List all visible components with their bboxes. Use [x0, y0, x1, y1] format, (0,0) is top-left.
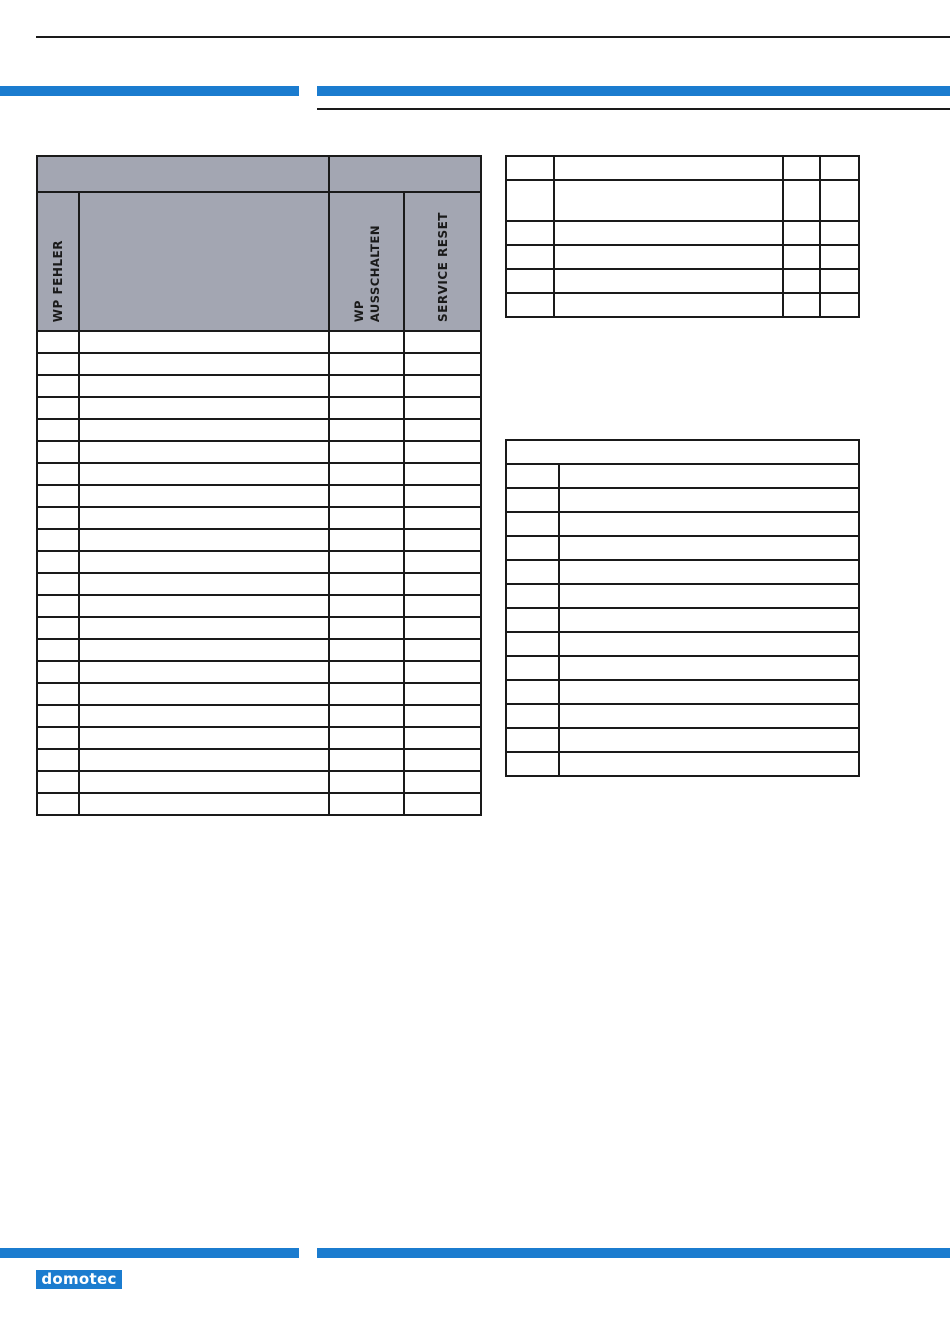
table-row: [506, 156, 859, 180]
table-cell: [404, 617, 481, 639]
table-cell: [37, 441, 79, 463]
table-cell: [404, 551, 481, 573]
table-cell: [79, 793, 329, 815]
table-cell: [79, 397, 329, 419]
table-row: [506, 245, 859, 269]
table-cell: [329, 793, 404, 815]
table-cell: [37, 705, 79, 727]
table-cell: [559, 512, 859, 536]
table-cell: [79, 639, 329, 661]
header-subrule: [317, 108, 950, 110]
table-cell: [329, 441, 404, 463]
table-cell: [404, 683, 481, 705]
table-cell: [404, 595, 481, 617]
table-cell: [329, 551, 404, 573]
table-cell: [79, 727, 329, 749]
table-cell: [404, 529, 481, 551]
table-cell: [329, 727, 404, 749]
table-row: [37, 683, 481, 705]
table-row: [37, 551, 481, 573]
header-bar-left: [0, 86, 299, 96]
table-row: [506, 728, 859, 752]
table-cell: [404, 727, 481, 749]
table-cell: [404, 705, 481, 727]
table-cell: [506, 269, 554, 293]
table-cell: [329, 595, 404, 617]
col-header-wp-ausschalten: WP AUSSCHALTEN: [329, 192, 404, 331]
table-cell: [554, 245, 783, 269]
table-cell: [820, 156, 859, 180]
table-row: [37, 771, 481, 793]
main-header-group-right: [329, 156, 481, 192]
table-row: [506, 221, 859, 245]
table-cell: [404, 661, 481, 683]
table-cell: [506, 704, 559, 728]
table-row: [37, 441, 481, 463]
table-row: [506, 464, 859, 488]
table-cell: [506, 488, 559, 512]
table-cell: [559, 560, 859, 584]
table-cell: [506, 752, 559, 776]
table-cell: [404, 397, 481, 419]
table-cell: [820, 245, 859, 269]
col-header-service-reset: SERVICE RESET: [404, 192, 481, 331]
table-cell: [329, 617, 404, 639]
table-cell: [37, 353, 79, 375]
table-cell: [404, 331, 481, 353]
table-cell: [506, 536, 559, 560]
table-cell: [506, 180, 554, 221]
table-cell: [506, 156, 554, 180]
table-cell: [559, 488, 859, 512]
table-cell: [37, 683, 79, 705]
table-cell: [329, 353, 404, 375]
table-cell: [404, 573, 481, 595]
table-cell: [404, 353, 481, 375]
table-cell: [783, 180, 820, 221]
table-cell: [37, 749, 79, 771]
table-cell: [559, 656, 859, 680]
table-cell: [506, 560, 559, 584]
table-cell: [329, 375, 404, 397]
table-cell: [329, 507, 404, 529]
table-cell: [329, 639, 404, 661]
table-row: [37, 661, 481, 683]
footer-bar-left: [0, 1248, 299, 1258]
table-cell: [404, 463, 481, 485]
table-cell: [37, 617, 79, 639]
table-cell: [37, 771, 79, 793]
table-row: [37, 639, 481, 661]
table-row: [37, 419, 481, 441]
table-row: [37, 397, 481, 419]
table-row: [37, 463, 481, 485]
table-cell: [559, 584, 859, 608]
table-cell: [554, 221, 783, 245]
col-header-wp-fehler: WP FEHLER: [37, 192, 79, 331]
table-cell: [79, 705, 329, 727]
table-cell: [79, 353, 329, 375]
main-error-table: [36, 155, 482, 816]
table-cell: [329, 573, 404, 595]
table-cell: [79, 463, 329, 485]
table-cell: [506, 245, 554, 269]
table-cell: [404, 375, 481, 397]
table-cell: [37, 595, 79, 617]
table-row: [37, 529, 481, 551]
table-cell: [554, 293, 783, 317]
table-cell: [37, 551, 79, 573]
table-cell: [783, 269, 820, 293]
table-cell: [79, 595, 329, 617]
table-row: [506, 704, 859, 728]
table-cell: [37, 463, 79, 485]
col-header-description: [79, 192, 329, 331]
table-cell: [329, 397, 404, 419]
table-cell: [506, 656, 559, 680]
table-cell: [820, 293, 859, 317]
main-header-group-left: [37, 156, 329, 192]
table-row: [37, 331, 481, 353]
table-cell: [329, 331, 404, 353]
table-cell: [404, 771, 481, 793]
table-cell: [506, 584, 559, 608]
table-cell: [329, 485, 404, 507]
right-top-table: [505, 155, 860, 318]
table-cell: [404, 507, 481, 529]
table-cell: [329, 749, 404, 771]
right-bottom-table: [505, 439, 860, 777]
table-row: [37, 617, 481, 639]
table-cell: [506, 632, 559, 656]
table-cell: [559, 536, 859, 560]
table-cell: [79, 375, 329, 397]
table-row: [37, 705, 481, 727]
table-cell: [79, 441, 329, 463]
table-cell: [559, 728, 859, 752]
right-bottom-header: [506, 440, 859, 464]
table-row: [506, 752, 859, 776]
table-cell: [37, 485, 79, 507]
table-row: [506, 584, 859, 608]
table-row: [37, 727, 481, 749]
table-cell: [820, 180, 859, 221]
table-cell: [79, 573, 329, 595]
table-cell: [329, 683, 404, 705]
table-cell: [79, 683, 329, 705]
table-row: [37, 793, 481, 815]
footer-bar-right: [317, 1248, 950, 1258]
table-cell: [820, 269, 859, 293]
table-cell: [79, 485, 329, 507]
table-cell: [554, 156, 783, 180]
table-row: [37, 375, 481, 397]
table-row: [37, 353, 481, 375]
table-row: [506, 488, 859, 512]
table-cell: [79, 771, 329, 793]
table-cell: [329, 463, 404, 485]
table-cell: [37, 507, 79, 529]
table-cell: [559, 608, 859, 632]
table-cell: [79, 419, 329, 441]
table-cell: [329, 661, 404, 683]
table-cell: [404, 441, 481, 463]
table-cell: [79, 529, 329, 551]
table-cell: [506, 680, 559, 704]
header-bar-right: [317, 86, 950, 96]
table-cell: [79, 661, 329, 683]
table-cell: [506, 728, 559, 752]
table-cell: [820, 221, 859, 245]
table-cell: [783, 156, 820, 180]
table-cell: [79, 331, 329, 353]
table-cell: [404, 639, 481, 661]
table-cell: [783, 245, 820, 269]
table-cell: [79, 551, 329, 573]
table-cell: [506, 512, 559, 536]
table-cell: [37, 331, 79, 353]
table-row: [506, 512, 859, 536]
table-row: [506, 293, 859, 317]
table-row: [37, 749, 481, 771]
table-row: [506, 608, 859, 632]
table-cell: [506, 293, 554, 317]
table-cell: [329, 529, 404, 551]
table-cell: [329, 705, 404, 727]
table-cell: [506, 608, 559, 632]
table-row: [37, 485, 481, 507]
table-cell: [37, 793, 79, 815]
table-row: [506, 536, 859, 560]
table-cell: [37, 639, 79, 661]
table-cell: [329, 771, 404, 793]
table-cell: [506, 221, 554, 245]
table-cell: [79, 749, 329, 771]
table-cell: [559, 704, 859, 728]
table-cell: [404, 485, 481, 507]
table-cell: [554, 269, 783, 293]
table-cell: [37, 661, 79, 683]
table-row: [506, 680, 859, 704]
table-cell: [559, 680, 859, 704]
table-cell: [37, 375, 79, 397]
table-cell: [404, 419, 481, 441]
table-row: [506, 656, 859, 680]
table-row: [37, 595, 481, 617]
table-cell: [37, 529, 79, 551]
table-cell: [559, 752, 859, 776]
table-cell: [37, 419, 79, 441]
table-cell: [79, 507, 329, 529]
table-cell: [329, 419, 404, 441]
table-cell: [79, 617, 329, 639]
table-cell: [554, 180, 783, 221]
table-cell: [404, 793, 481, 815]
table-row: [37, 573, 481, 595]
table-row: [506, 180, 859, 221]
domotec-logo: domotec: [36, 1270, 122, 1289]
table-row: [37, 507, 481, 529]
table-cell: [37, 397, 79, 419]
table-cell: [783, 293, 820, 317]
top-rule: [36, 36, 950, 38]
table-cell: [404, 749, 481, 771]
table-cell: [559, 464, 859, 488]
table-cell: [506, 464, 559, 488]
table-cell: [37, 727, 79, 749]
table-row: [506, 560, 859, 584]
table-cell: [559, 632, 859, 656]
table-cell: [783, 221, 820, 245]
table-row: [506, 632, 859, 656]
table-cell: [37, 573, 79, 595]
table-row: [506, 269, 859, 293]
